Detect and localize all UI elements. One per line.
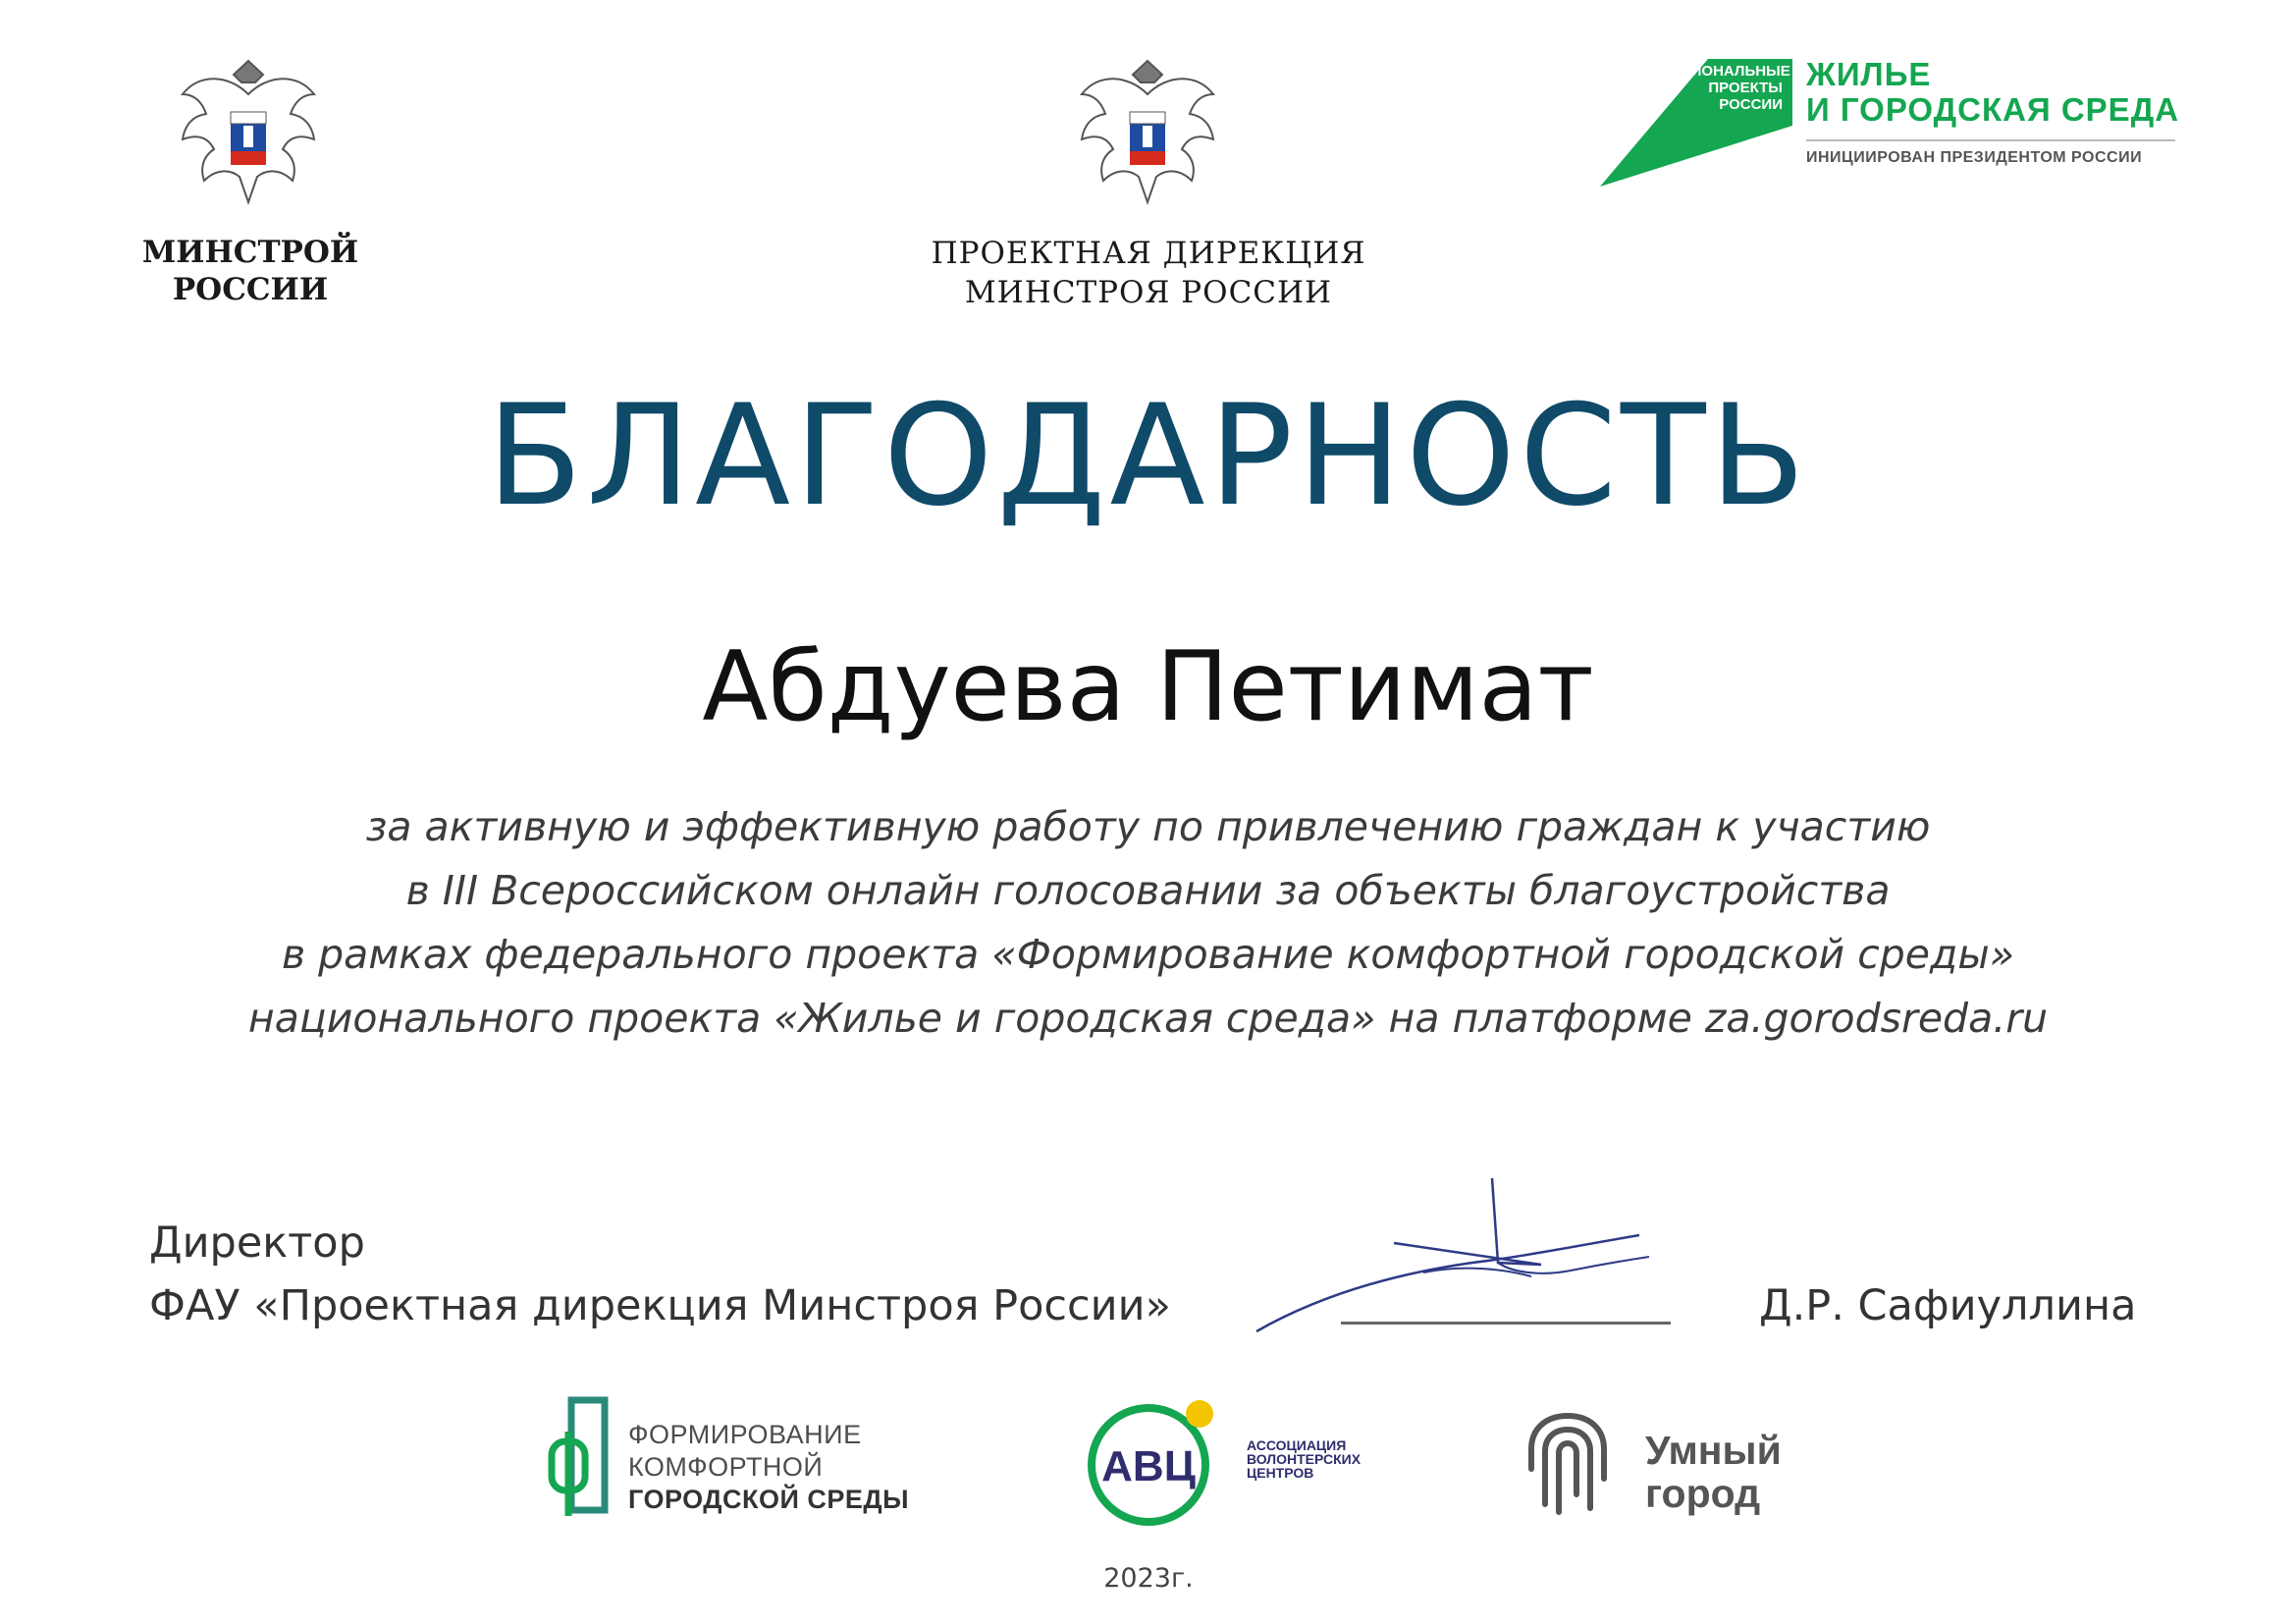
smart-city-fingerprint-icon [1523,1410,1612,1518]
avc-logo-text: АССОЦИАЦИЯ ВОЛОНТЕРСКИХ ЦЕНТРОВ [1247,1437,1362,1481]
smart-city-logo-text: Умный город [1645,1428,1782,1516]
certificate-title: БЛАГОДАРНОСТЬ [486,375,1810,537]
avc-abbr: АВЦ [1101,1442,1196,1490]
award-reason [0,795,2296,1051]
minstroy-name: МИНСТРОЙ РОССИИ [141,235,359,307]
avc-logo-icon [1080,1386,1227,1534]
project-directorate-name: ПРОЕКТНАЯ ДИРЕКЦИЯ МИНСТРОЯ РОССИИ [931,236,1366,310]
national-project-subtitle: ИНИЦИИРОВАН ПРЕЗИДЕНТОМ РОССИИ [1806,149,2143,166]
national-project-title: ЖИЛЬЕ И ГОРОДСКАЯ СРЕДА [1806,56,2180,128]
minstroy-emblem-icon [175,55,322,212]
reason-line: за активную и эффективную работу по привлечению граждан к участию [365,803,1931,850]
comfortable-city-logo-text: ФОРМИРОВАНИЕ КОМФОРТНОЙ ГОРОДСКОЙ СРЕДЫ [628,1420,910,1514]
reason-line: в III Всероссийском онлайн голосовании за объекты благоустройства [405,867,1891,914]
signatory-position: Директор ФАУ «Проектная дирекция Минстроя России» [149,1218,1171,1330]
national-project-divider [1806,139,2175,141]
issue-year: 2023г. [1103,1563,1194,1594]
reason-line: в рамках федерального проекта «Формирование комфортной городской среды» [281,931,2015,978]
comfortable-city-logo-icon [546,1392,614,1520]
handwritten-signature [1247,1174,1659,1341]
recipient-name: Абдуева Петимат [702,631,1594,743]
signatory-name: Д.Р. Сафиуллина [1759,1281,2137,1330]
project-directorate-emblem-icon [1074,55,1221,212]
reason-line: национального проекта «Жилье и городская среда» на платформе za.gorodsreda.ru [247,995,2049,1042]
national-projects-badge-text: НАЦИОНАЛЬНЫЕ ПРОЕКТЫ РОССИИ [1659,63,1790,113]
